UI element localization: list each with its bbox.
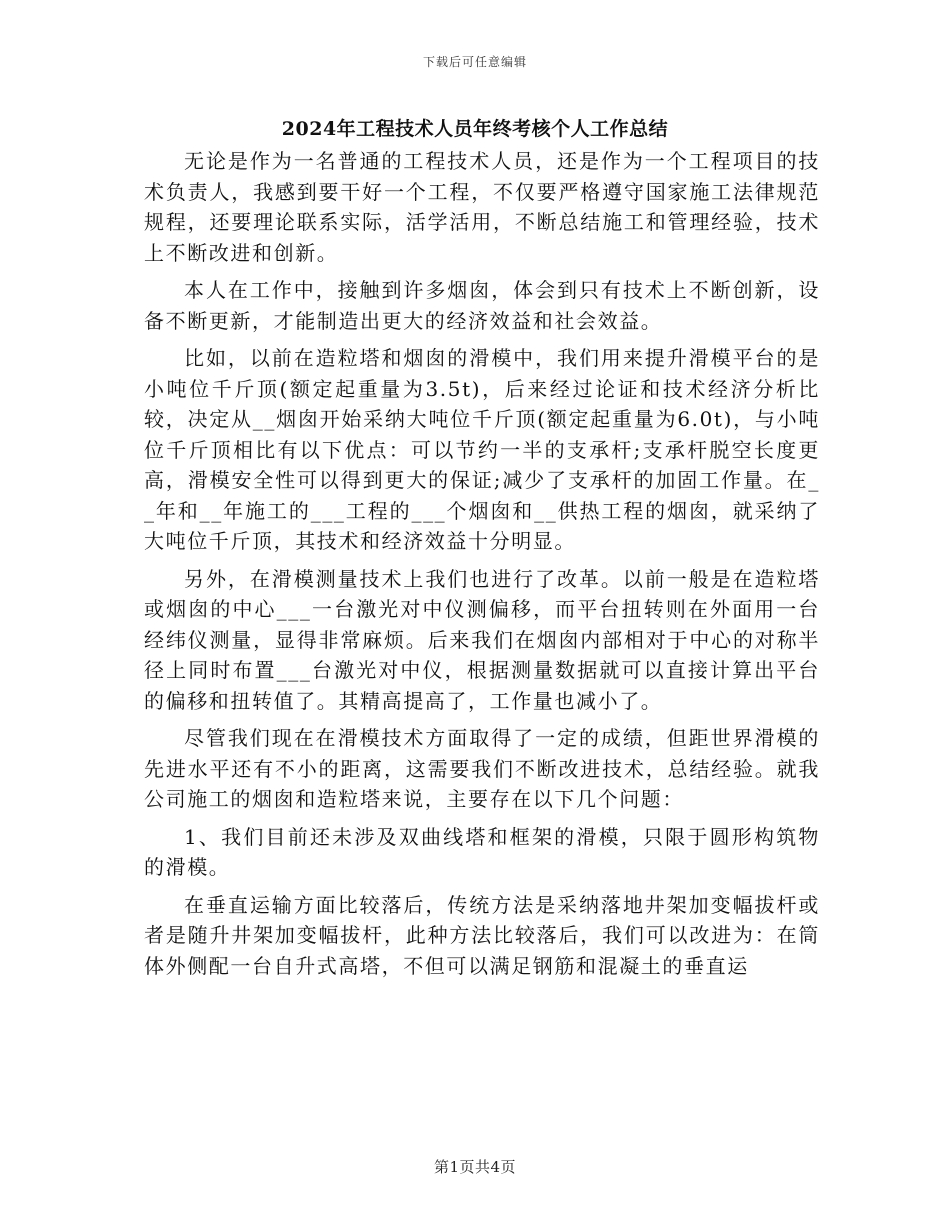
- paragraph: 无论是作为一名普通的工程技术人员，还是作为一个工程项目的技术负责人，我感到要干好一个工程，不仅要严格遵守国家施工法律规范规程，还要理论联系实际，活学活用，不断总结施工和管理经验，技术上不断改进和创新。: [144, 149, 820, 265]
- paragraph: 1、我们目前还未涉及双曲线塔和框架的滑模，只限于圆形构筑物的滑模。: [144, 824, 820, 879]
- paragraph: 另外，在滑模测量技术上我们也进行了改革。以前一般是在造粒塔或烟囱的中心___一台激光对中仪测偏移，而平台扭转则在外面用一台经纬仪测量，显得非常麻烦。后来我们在烟囱内部相对于中心的对称半径上同时布置___台激光对中仪，根据测量数据就可以直接计算出平台的偏移和扭转值了。其精高提高了，工作量也减小了。: [144, 566, 820, 713]
- header-note: 下载后可任意编辑: [422, 55, 527, 69]
- paragraph: 在垂直运输方面比较落后，传统方法是采纳落地井架加变幅拔杆或者是随升井架加变幅拔杆，此种方法比较落后，我们可以改进为：在筒体外侧配一台自升式高塔，不但可以满足钢筋和混凝土的垂直运: [144, 892, 820, 978]
- paragraph: 本人在工作中，接触到许多烟囱，体会到只有技术上不断创新，设备不断更新，才能制造出更大的经济效益和社会效益。: [144, 278, 820, 333]
- document-title: 2024年工程技术人员年终考核个人工作总结: [281, 118, 669, 140]
- page-number-footer: 第1页共4页: [433, 1158, 517, 1176]
- paragraph: 比如，以前在造粒塔和烟囱的滑模中，我们用来提升滑模平台的是小吨位千斤顶(额定起重量为3.5t)，后来经过论证和技术经济分析比较，决定从__烟囱开始采纳大吨位千斤顶(额定起重量为6.0t)，与小吨位千斤顶相比有以下优点：可以节约一半的支承杆;支承杆脱空长度更高，滑模安全性可以得到更大的保证;减少了支承杆的加固工作量。在__年和__年施工的___工程的___个烟囱和__供热工程的烟囱，就采纳了大吨位千斤顶，其技术和经济效益十分明显。: [144, 346, 820, 553]
- paragraph: 尽管我们现在在滑模技术方面取得了一定的成绩，但距世界滑模的先进水平还有不小的距离，这需要我们不断改进技术，总结经验。就我公司施工的烟囱和造粒塔来说，主要存在以下几个问题：: [144, 726, 820, 811]
- document-body: [144, 146, 820, 988]
